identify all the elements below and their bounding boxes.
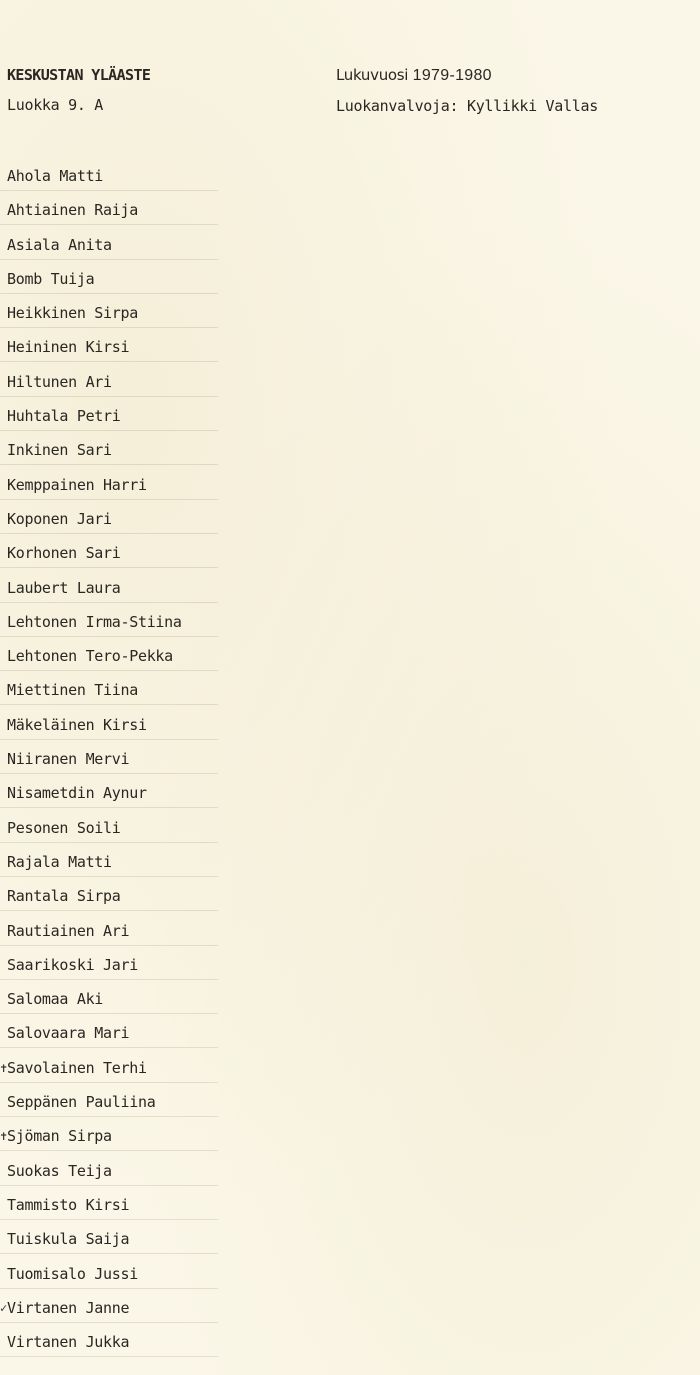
student-name: Laubert Laura bbox=[7, 578, 121, 597]
row-rule bbox=[0, 259, 218, 260]
student-name: Seppänen Pauliina bbox=[7, 1093, 156, 1112]
student-row bbox=[0, 574, 260, 608]
student-name: Hiltunen Ari bbox=[7, 372, 112, 391]
student-name: Rantala Sirpa bbox=[7, 887, 121, 906]
row-rule bbox=[0, 1219, 218, 1220]
student-row bbox=[0, 1157, 260, 1191]
row-rule bbox=[0, 533, 218, 534]
header-left bbox=[7, 60, 150, 120]
row-rule bbox=[0, 1082, 218, 1083]
student-row bbox=[0, 265, 260, 299]
row-rule bbox=[0, 704, 218, 705]
student-name: Tuiskula Saija bbox=[7, 1230, 130, 1249]
student-name: Ahola Matti bbox=[7, 167, 104, 185]
student-name: Heikkinen Sirpa bbox=[7, 304, 138, 323]
row-rule bbox=[0, 602, 218, 603]
student-name: Virtanen Janne bbox=[7, 1298, 130, 1317]
student-name: Pesonen Soili bbox=[7, 818, 121, 837]
student-row bbox=[0, 1191, 260, 1225]
margin-mark-icon: ✝ bbox=[0, 1060, 7, 1075]
student-row bbox=[0, 745, 260, 779]
student-name: Salovaara Mari bbox=[7, 1024, 130, 1043]
homeroom-teacher-line: Luokanvalvoja: Kyllikki Vallas bbox=[336, 97, 598, 115]
row-rule bbox=[0, 979, 218, 980]
student-name: Rajala Matti bbox=[7, 852, 112, 871]
row-rule bbox=[0, 1116, 218, 1117]
student-row bbox=[0, 1294, 260, 1328]
student-name: Asiala Anita bbox=[7, 235, 112, 254]
student-row bbox=[0, 402, 260, 436]
row-rule bbox=[0, 327, 218, 328]
student-name: Huhtala Petri bbox=[7, 407, 121, 426]
student-name: Virtanen Jukka bbox=[7, 1333, 130, 1352]
row-rule bbox=[0, 739, 218, 740]
student-name: Bomb Tuija bbox=[7, 269, 95, 288]
student-row bbox=[0, 676, 260, 710]
student-name: Kemppainen Harri bbox=[7, 475, 147, 494]
margin-mark-icon: ✝ bbox=[0, 1129, 7, 1144]
student-row bbox=[0, 1122, 260, 1156]
row-rule bbox=[0, 293, 218, 294]
row-rule bbox=[0, 1253, 218, 1254]
student-name: Korhonen Sari bbox=[7, 544, 121, 563]
student-row bbox=[0, 231, 260, 265]
student-name: Suokas Teija bbox=[7, 1161, 112, 1180]
student-name: Heininen Kirsi bbox=[7, 338, 130, 357]
row-rule bbox=[0, 1047, 218, 1048]
row-rule bbox=[0, 1150, 218, 1151]
margin-mark-icon: ✓ bbox=[0, 1300, 7, 1315]
student-name: Salomaa Aki bbox=[7, 990, 104, 1009]
student-row bbox=[0, 505, 260, 539]
student-row bbox=[0, 1054, 260, 1088]
student-name: Inkinen Sari bbox=[7, 441, 112, 460]
student-row bbox=[0, 299, 260, 333]
class-label: Luokka 9. A bbox=[7, 96, 104, 114]
student-row bbox=[0, 985, 260, 1019]
row-rule bbox=[0, 1288, 218, 1289]
row-rule bbox=[0, 876, 218, 877]
student-row bbox=[0, 436, 260, 470]
row-rule bbox=[0, 910, 218, 911]
student-name: Ahtiainen Raija bbox=[7, 201, 138, 220]
student-name: Tammisto Kirsi bbox=[7, 1195, 130, 1214]
student-name: Tuomisalo Jussi bbox=[7, 1264, 138, 1283]
row-rule bbox=[0, 1013, 218, 1014]
student-name: Sjöman Sirpa bbox=[7, 1127, 112, 1146]
student-row bbox=[0, 951, 260, 985]
row-rule bbox=[0, 361, 218, 362]
student-row bbox=[0, 1328, 260, 1362]
student-row bbox=[0, 162, 260, 196]
row-rule bbox=[0, 464, 218, 465]
row-rule bbox=[0, 567, 218, 568]
school-year-value: 1979-1980 bbox=[412, 67, 492, 84]
student-name: Saarikoski Jari bbox=[7, 955, 138, 974]
student-row bbox=[0, 882, 260, 916]
student-row bbox=[0, 368, 260, 402]
row-rule bbox=[0, 1356, 218, 1357]
student-row bbox=[0, 1225, 260, 1259]
student-row bbox=[0, 539, 260, 573]
student-row bbox=[0, 1260, 260, 1294]
student-name: Nisametdin Aynur bbox=[7, 784, 147, 803]
student-name: Niiranen Mervi bbox=[7, 750, 130, 769]
school-year-line bbox=[336, 60, 598, 91]
row-rule bbox=[0, 945, 218, 946]
school-year-label: Lukuvuosi bbox=[336, 66, 409, 84]
student-name: Miettinen Tiina bbox=[7, 681, 138, 700]
student-list bbox=[0, 162, 260, 1362]
student-row bbox=[0, 1088, 260, 1122]
student-name: Lehtonen Tero-Pekka bbox=[7, 647, 173, 666]
row-rule bbox=[0, 1185, 218, 1186]
student-row bbox=[0, 196, 260, 230]
row-rule bbox=[0, 773, 218, 774]
row-rule bbox=[0, 1322, 218, 1323]
student-name: Savolainen Terhi bbox=[7, 1058, 147, 1077]
student-name: Rautiainen Ari bbox=[7, 921, 130, 940]
row-rule bbox=[0, 807, 218, 808]
student-row bbox=[0, 608, 260, 642]
student-name: Lehtonen Irma-Stiina bbox=[7, 612, 182, 631]
row-rule bbox=[0, 670, 218, 671]
row-rule bbox=[0, 842, 218, 843]
student-name: Koponen Jari bbox=[7, 509, 112, 528]
row-rule bbox=[0, 430, 218, 431]
student-row bbox=[0, 642, 260, 676]
header-right bbox=[336, 60, 598, 121]
student-row bbox=[0, 1019, 260, 1053]
row-rule bbox=[0, 396, 218, 397]
school-name: KESKUSTAN YLÄASTE bbox=[7, 66, 151, 84]
row-rule bbox=[0, 224, 218, 225]
student-row bbox=[0, 779, 260, 813]
student-row bbox=[0, 848, 260, 882]
student-row bbox=[0, 333, 260, 367]
row-rule bbox=[0, 190, 218, 191]
row-rule bbox=[0, 636, 218, 637]
student-row bbox=[0, 917, 260, 951]
student-name: Mäkeläinen Kirsi bbox=[7, 715, 147, 734]
row-rule bbox=[0, 499, 218, 500]
student-row bbox=[0, 711, 260, 745]
student-row bbox=[0, 814, 260, 848]
student-row bbox=[0, 471, 260, 505]
